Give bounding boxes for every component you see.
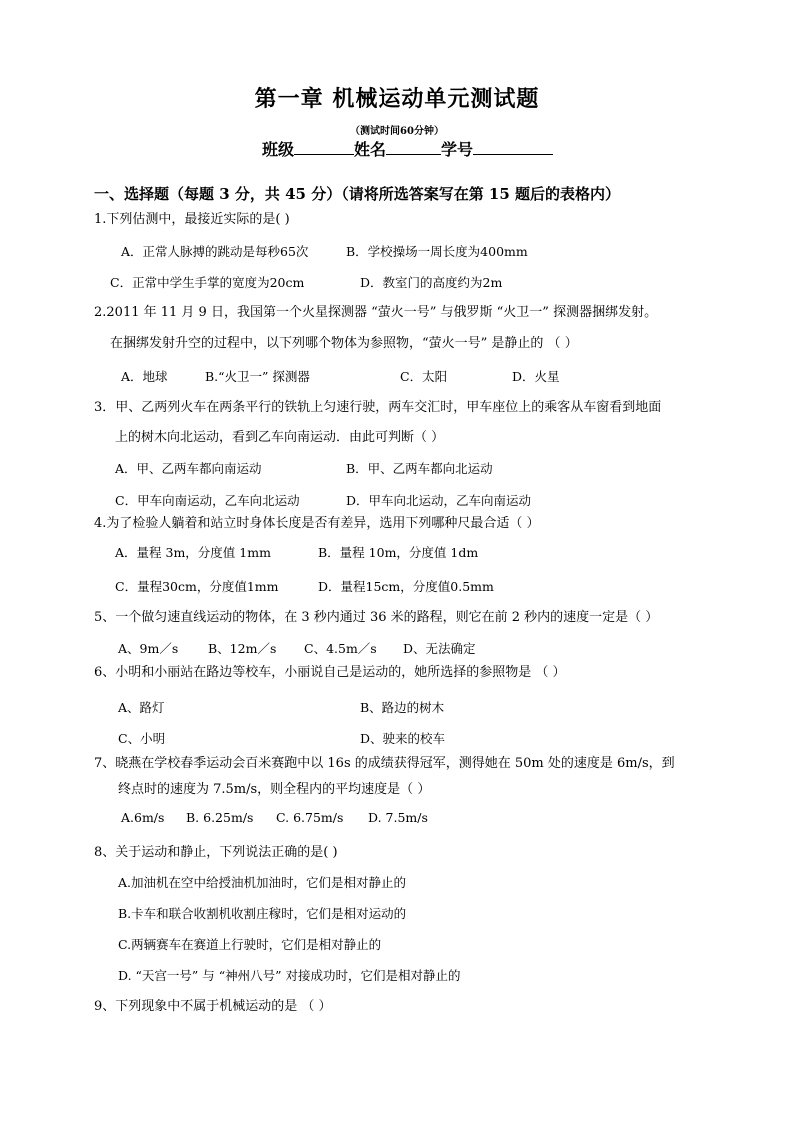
question-6-option-d: D、驶来的校车	[360, 731, 446, 746]
name-label: 姓名	[354, 140, 387, 159]
id-blank[interactable]	[473, 139, 553, 155]
question-7-stem-line-2: 终点时的速度为 7.5m/s，则全程内的平均速度是（ ）	[118, 782, 431, 797]
question-8-stem: 8、关于运动和静止，下列说法正确的是( )	[94, 845, 338, 860]
question-8-option-a: A.加油机在空中给授油机加油时，它们是相对静止的	[118, 875, 407, 890]
question-4-option-b: B．量程 10m，分度值 1dm	[318, 545, 479, 560]
question-6-option-b: B、路边的树木	[360, 700, 445, 715]
question-6-option-a: A、路灯	[118, 700, 165, 715]
question-4-stem: 4.为了检验人躺着和站立时身体长度是否有差异，选用下列哪种尺最合适（ ）	[94, 516, 540, 531]
page-subtitle: （测试时间60分钟）	[350, 126, 444, 137]
question-4-option-d: D．量程15cm，分度值0.5mm	[318, 579, 494, 594]
question-7-option-d: D. 7.5m/s	[368, 810, 428, 825]
question-3-option-b: B．甲、乙两车都向北运动	[346, 461, 493, 476]
question-2-option-b: B.“火卫一” 探测器	[205, 369, 310, 384]
question-3-stem-line-1: 3．甲、乙两列火车在两条平行的铁轨上匀速行驶，两车交汇时，甲车座位上的乘客从车窗看到地面	[94, 400, 662, 415]
question-5-option-c: C、4.5m／s	[304, 641, 377, 656]
question-2-stem-line-1: 2.2011 年 11 月 9 日，我国第一个火星探测器 “萤火一号” 与俄罗斯 “火卫一” 探测器捆绑发射。	[94, 305, 658, 320]
question-3-stem-line-2: 上的树木向北运动，看到乙车向南运动．由此可判断（ ）	[115, 430, 445, 445]
section-heading: 一、选择题（每题 3 分，共 45 分）（请将所选答案写在第 15 题后的表格内）	[94, 185, 621, 203]
page-title: 第一章 机械运动单元测试题	[254, 86, 540, 112]
student-info-line	[262, 137, 553, 160]
question-1-option-c: C．正常中学生手掌的宽度为20cm	[110, 275, 305, 290]
question-3-option-d: D．甲车向北运动，乙车向南运动	[346, 493, 532, 508]
question-4-option-a: A．量程 3m，分度值 1mm	[115, 545, 271, 560]
question-5-stem: 5、一个做匀速直线运动的物体，在 3 秒内通过 36 米的路程，则它在前 2 秒内的速度一定是（ ）	[94, 610, 659, 625]
question-8-option-b: B.卡车和联合收割机收割庄稼时，它们是相对运动的	[118, 906, 407, 921]
question-5-option-b: B、12m／s	[208, 641, 277, 656]
question-3-option-a: A．甲、乙两车都向南运动	[115, 461, 262, 476]
question-6-option-c: C、小明	[118, 731, 166, 746]
question-1-option-b: B．学校操场一周长度为400mm	[346, 244, 528, 259]
question-8-option-c: C.两辆赛车在赛道上行驶时，它们是相对静止的	[118, 937, 382, 952]
question-7-option-c: C. 6.75m/s	[276, 810, 344, 825]
question-2-stem-line-2: 在捆绑发射升空的过程中，以下列哪个物体为参照物，“萤火一号” 是静止的 （ ）	[110, 336, 578, 351]
question-7-option-b: B. 6.25m/s	[186, 810, 254, 825]
question-7-option-a: A.6m/s	[121, 810, 165, 825]
question-5-option-a: A、9m／s	[118, 641, 179, 656]
question-2-option-d: D．火星	[512, 369, 560, 384]
question-7-stem-line-1: 7、晓燕在学校春季运动会百米赛跑中以 16s 的成绩获得冠军，测得她在 50m 处的速度是 6m/s，到	[94, 756, 675, 771]
question-1-option-d: D．教室门的高度约为2m	[360, 275, 503, 290]
class-label: 班级	[262, 140, 295, 159]
question-9-stem: 9、下列现象中不属于机械运动的是 （ ）	[94, 999, 332, 1014]
name-blank[interactable]	[386, 139, 441, 155]
question-6-stem: 6、小明和小丽站在路边等校车，小丽说自己是运动的，她所选择的参照物是 （ ）	[94, 665, 566, 680]
question-8-option-d: D. “天宫一号” 与 “神州八号” 对接成功时，它们是相对静止的	[118, 968, 461, 983]
id-label: 学号	[441, 140, 474, 159]
question-4-option-c: C．量程30cm，分度值1mm	[115, 579, 279, 594]
class-blank[interactable]	[294, 139, 354, 155]
question-2-option-c: C．太阳	[400, 369, 448, 384]
question-1-option-a: A．正常人脉搏的跳动是每秒65次	[121, 244, 309, 259]
question-2-option-a: A．地球	[121, 369, 168, 384]
question-3-option-c: C．甲车向南运动，乙车向北运动	[115, 493, 300, 508]
question-5-option-d: D、无法确定	[403, 641, 476, 656]
question-1-stem: 1.下列估测中，最接近实际的是( )	[94, 212, 290, 227]
